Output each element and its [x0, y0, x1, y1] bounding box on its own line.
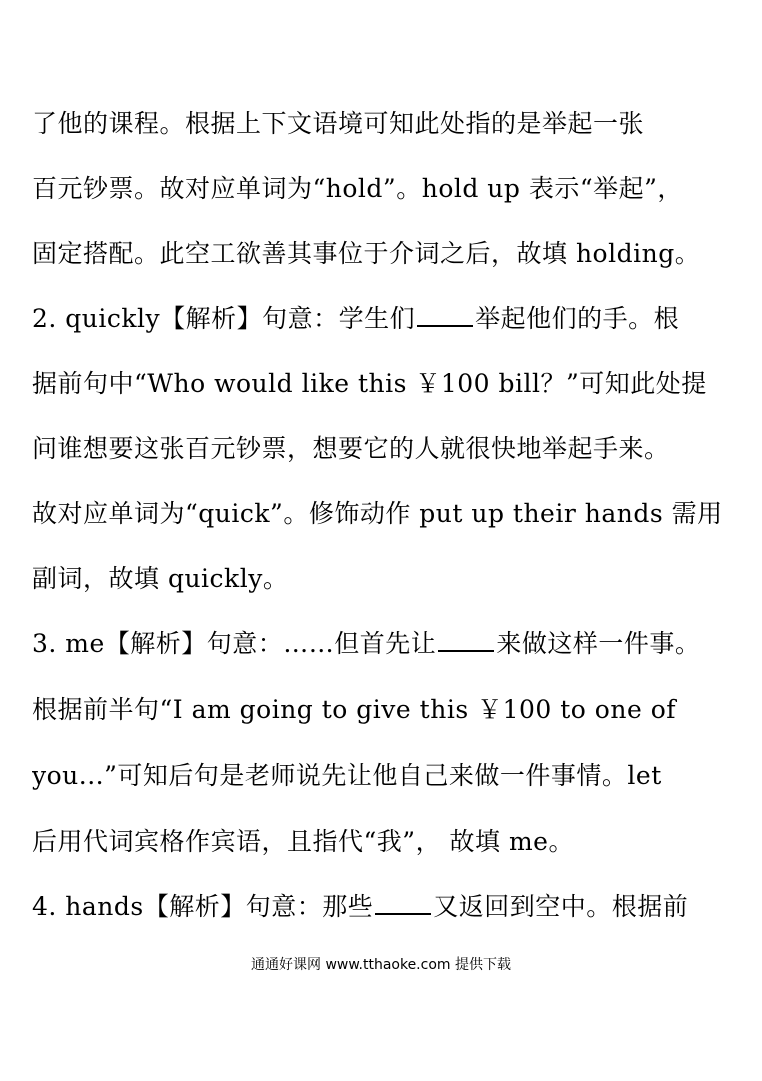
line-text: 故对应单词为“quick”。修饰动作 put up their hands 需用 [32, 499, 723, 528]
text-line-3 [32, 238, 732, 270]
answer-item-3 [32, 628, 732, 660]
answer-item-4 [32, 891, 732, 923]
line-text-after-blank: 举起他们的手。根 [475, 304, 680, 333]
text-line-11 [32, 760, 732, 792]
line-text: 后用代词宾格作宾语，且指代“我”， 故填 me。 [32, 827, 574, 856]
text-line-8 [32, 563, 732, 595]
fill-in-blank [438, 630, 494, 652]
line-text-after-blank: 来做这样一件事。 [496, 629, 701, 658]
text-line-2 [32, 173, 732, 205]
line-text: 百元钞票。故对应单词为“hold”。hold up 表示“举起”， [32, 174, 683, 203]
fill-in-blank [417, 305, 473, 327]
line-text-before-blank: 4. hands【解析】句意：那些 [32, 892, 374, 921]
line-text-after-blank: 又返回到空中。根据前 [433, 892, 689, 921]
page-footer [0, 955, 762, 975]
text-line-5 [32, 368, 732, 400]
line-text: 根据前半句“I am going to give this ￥100 to one of [32, 695, 676, 724]
footer-text: 通通好课网 www.tthaoke.com 提供下载 [251, 957, 511, 973]
text-line-10 [32, 694, 732, 726]
line-text: 据前句中“Who would like this ￥100 bill？”可知此处提 [32, 369, 707, 398]
line-text-before-blank: 2. quickly【解析】句意：学生们 [32, 304, 416, 333]
text-line-7 [32, 498, 732, 530]
text-line-1 [32, 108, 732, 140]
answer-item-2 [32, 303, 732, 335]
line-text: you...”可知后句是老师说先让他自己来做一件事情。let [32, 761, 662, 790]
line-text-before-blank: 3. me【解析】句意：……但首先让 [32, 629, 437, 658]
text-line-6 [32, 433, 732, 465]
fill-in-blank [375, 893, 431, 915]
line-text: 固定搭配。此空工欲善其事位于介词之后，故填 holding。 [32, 239, 701, 268]
line-text: 问谁想要这张百元钞票，想要它的人就很快地举起手来。 [32, 434, 670, 463]
text-line-12 [32, 826, 732, 858]
line-text: 了他的课程。根据上下文语境可知此处指的是举起一张 [32, 109, 645, 138]
line-text: 副词，故填 quickly。 [32, 564, 289, 593]
